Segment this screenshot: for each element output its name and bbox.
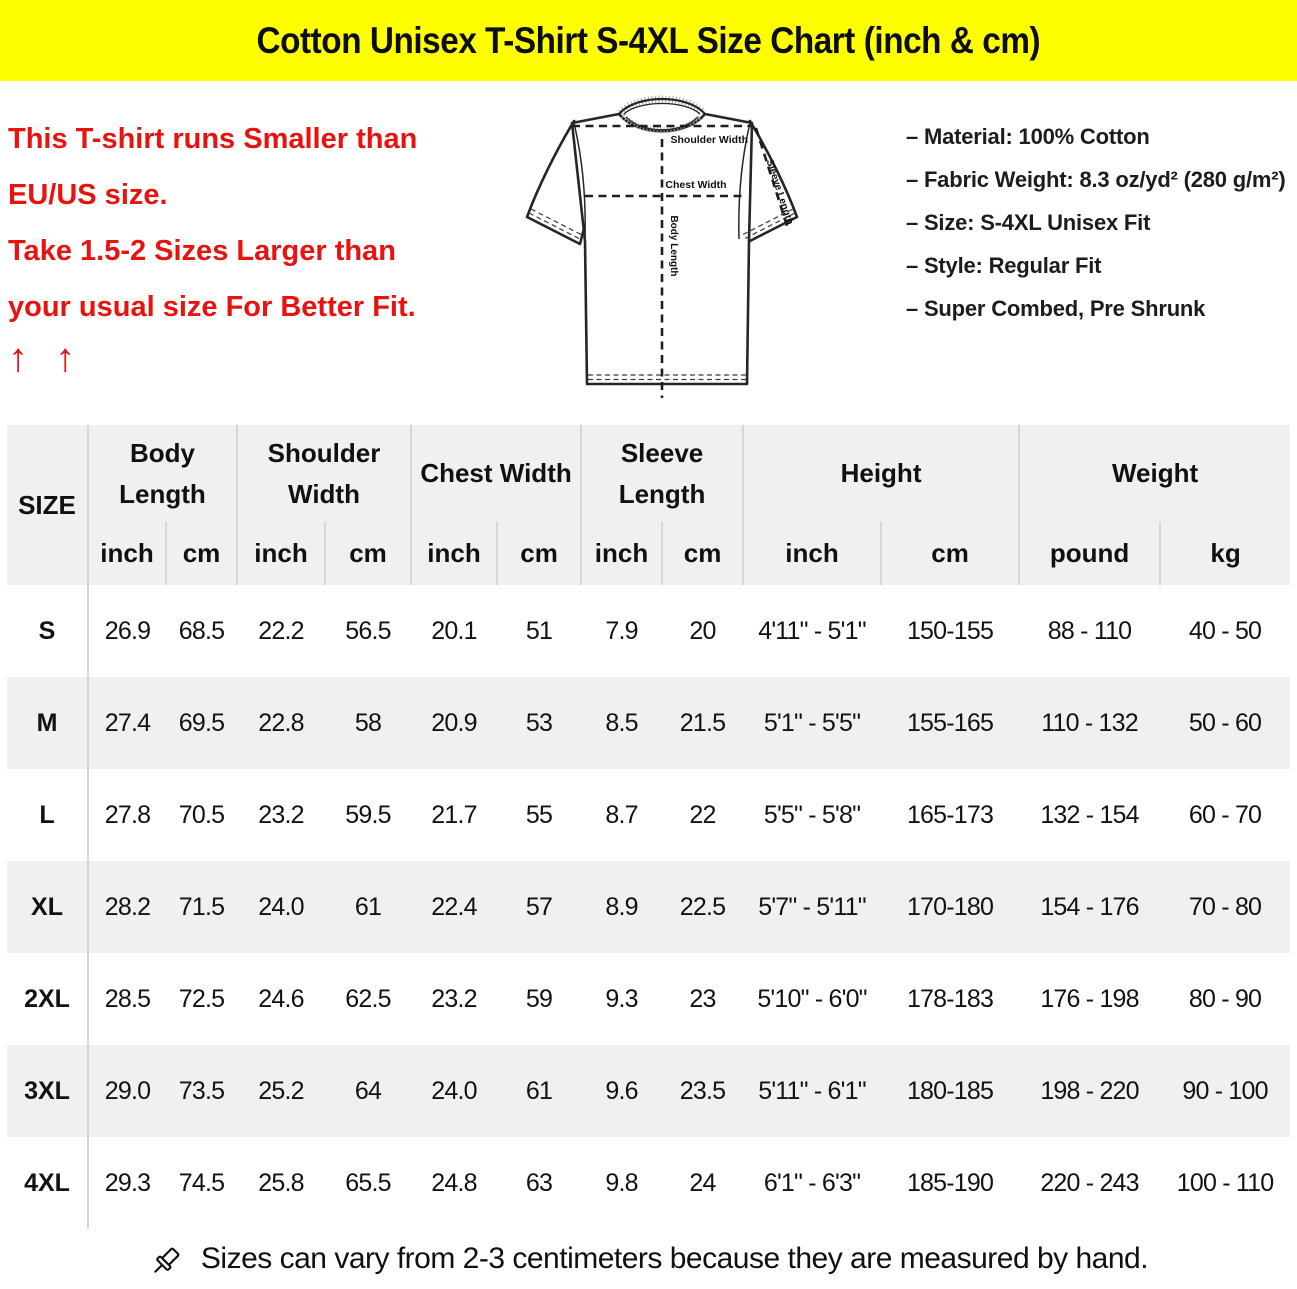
cell: 5'5" - 5'8" [763, 800, 861, 829]
cell: 220 - 243 [1040, 1168, 1139, 1197]
table-group-header-row [7, 425, 1290, 522]
size-cell: 2XL [7, 953, 88, 1045]
cell: 27.8 [104, 800, 151, 829]
fit-warning-line: This T-shirt runs Smaller than [8, 123, 418, 155]
cell: 90 - 100 [1160, 1045, 1290, 1137]
cell: 50 - 60 [1160, 677, 1290, 769]
cell: 24.0 [237, 861, 325, 953]
size-cell: S [7, 585, 88, 677]
cell: 178-183 [906, 984, 994, 1013]
cell: 4'11" - 5'1" [758, 616, 866, 645]
cell: 132 - 154 [1040, 800, 1139, 829]
cell: 8.5 [581, 677, 662, 769]
cell: 22.2 [258, 616, 304, 645]
cell: 70.5 [178, 800, 225, 829]
cell: 71.5 [166, 861, 237, 953]
table-row [7, 677, 1290, 769]
cell: 9.3 [605, 984, 638, 1013]
shoulder-width-label: Shoulder Width [670, 134, 748, 146]
cell: 70 - 80 [1160, 861, 1290, 953]
cell: 22.5 [662, 861, 743, 953]
spec-item-material: – Material: 100% Cotton [906, 124, 1150, 149]
cell: 22 [689, 800, 716, 829]
sleeve-length-label: Sleeve Length [763, 158, 796, 227]
top-section [0, 81, 1297, 425]
cell: 20 [689, 616, 716, 645]
cell: 68.5 [178, 616, 225, 645]
size-cell: 4XL [7, 1137, 88, 1229]
cell: 24.0 [411, 1045, 497, 1137]
body-length-label: Body Length [668, 215, 679, 277]
cell: 29.0 [88, 1045, 166, 1137]
table-row [7, 861, 1290, 953]
up-arrows-icon: ↑ ↑ [8, 336, 84, 380]
pushpin-icon [149, 1240, 187, 1278]
cell: 8.7 [605, 800, 638, 829]
cell: 185-190 [906, 1168, 994, 1197]
cell: 20.9 [411, 677, 497, 769]
product-specs [880, 81, 1289, 425]
fit-warning-line: Take 1.5-2 Sizes Larger than [8, 235, 396, 267]
cell: 22.8 [237, 677, 325, 769]
size-cell: M [7, 677, 88, 769]
cell: 55 [525, 800, 553, 829]
cell: 53 [497, 677, 581, 769]
cell: 20.1 [431, 616, 477, 645]
col-header-shoulder-width: Shoulder Width [237, 425, 411, 522]
cell: 6'1" - 6'3" [763, 1168, 861, 1197]
cell: 21.7 [431, 800, 477, 829]
cell: 110 - 132 [1019, 677, 1160, 769]
cell: 51 [525, 616, 553, 645]
cell: 25.2 [237, 1045, 325, 1137]
measurement-note [0, 1229, 1297, 1289]
cell: 165-173 [906, 800, 994, 829]
unit-header: inch [411, 522, 497, 585]
cell: 5'11" - 6'1" [743, 1045, 881, 1137]
title-banner [0, 0, 1297, 81]
cell: 29.3 [104, 1168, 151, 1197]
table-row [7, 1137, 1290, 1229]
cell: 100 - 110 [1176, 1168, 1274, 1197]
cell: 176 - 198 [1040, 984, 1139, 1013]
fit-warning-line: your usual size For Better Fit. [8, 291, 416, 323]
cell: 180-185 [881, 1045, 1019, 1137]
table-unit-header-row [7, 522, 1290, 585]
cell: 9.6 [581, 1045, 662, 1137]
cell: 21.5 [662, 677, 743, 769]
cell: 73.5 [166, 1045, 237, 1137]
cell: 63 [525, 1168, 553, 1197]
col-header-body-length: Body Length [88, 425, 237, 522]
cell: 58 [325, 677, 411, 769]
unit-header: pound [1019, 522, 1160, 585]
size-cell: XL [7, 861, 88, 953]
fit-warning [8, 81, 500, 425]
tshirt-measurement-diagram [500, 81, 880, 425]
cell: 69.5 [166, 677, 237, 769]
unit-header: cm [662, 522, 743, 585]
col-header-size: SIZE [7, 425, 88, 585]
cell: 24 [689, 1168, 716, 1197]
col-header-chest-width: Chest Width [411, 425, 581, 522]
cell: 155-165 [881, 677, 1019, 769]
measurement-note-text: Sizes can vary from 2-3 centimeters because they are measured by hand. [200, 1242, 1149, 1275]
cell: 23.2 [258, 800, 304, 829]
cell: 60 - 70 [1188, 800, 1262, 829]
cell: 28.2 [88, 861, 166, 953]
size-cell: 3XL [7, 1045, 88, 1137]
unit-header: cm [881, 522, 1019, 585]
cell: 25.8 [258, 1168, 304, 1197]
cell: 64 [325, 1045, 411, 1137]
cell: 170-180 [881, 861, 1019, 953]
unit-header: cm [325, 522, 411, 585]
cell: 150-155 [906, 616, 994, 645]
spec-item-size: – Size: S-4XL Unisex Fit [906, 210, 1151, 235]
cell: 5'1" - 5'5" [743, 677, 881, 769]
cell: 22.4 [411, 861, 497, 953]
table-row [7, 769, 1290, 861]
table-row [7, 953, 1290, 1045]
col-header-height: Height [743, 425, 1019, 522]
spec-item-combed: – Super Combed, Pre Shrunk [906, 296, 1206, 321]
table-row [7, 585, 1290, 677]
cell: 23 [689, 984, 716, 1013]
cell: 65.5 [345, 1168, 391, 1197]
spec-item-fabric-weight: – Fabric Weight: 8.3 oz/yd² (280 g/m²) [906, 167, 1286, 192]
cell: 5'10" - 6'0" [757, 984, 867, 1013]
cell: 80 - 90 [1188, 984, 1262, 1013]
unit-header: inch [743, 522, 881, 585]
cell: 28.5 [104, 984, 151, 1013]
unit-header: inch [237, 522, 325, 585]
cell: 5'7" - 5'11" [743, 861, 881, 953]
cell: 59 [525, 984, 553, 1013]
cell: 24.6 [258, 984, 304, 1013]
spec-item-style: – Style: Regular Fit [906, 253, 1102, 278]
cell: 40 - 50 [1188, 616, 1262, 645]
cell: 23.5 [662, 1045, 743, 1137]
cell: 74.5 [178, 1168, 225, 1197]
cell: 57 [497, 861, 581, 953]
cell: 72.5 [178, 984, 225, 1013]
tshirt-diagram-svg [500, 81, 880, 421]
cell: 61 [325, 861, 411, 953]
size-table [7, 425, 1290, 1229]
cell: 9.8 [605, 1168, 638, 1197]
cell: 27.4 [88, 677, 166, 769]
page-title: Cotton Unisex T-Shirt S-4XL Size Chart (inch & cm) [256, 19, 1041, 61]
cell: 59.5 [345, 800, 391, 829]
cell: 24.8 [431, 1168, 477, 1197]
unit-header: kg [1160, 522, 1290, 585]
col-header-sleeve-length: Sleeve Length [581, 425, 743, 522]
cell: 62.5 [345, 984, 391, 1013]
size-cell: L [7, 769, 88, 861]
unit-header: cm [497, 522, 581, 585]
table-row [7, 1045, 1290, 1137]
cell: 7.9 [605, 616, 638, 645]
unit-header: cm [166, 522, 237, 585]
cell: 8.9 [581, 861, 662, 953]
cell: 154 - 176 [1019, 861, 1160, 953]
cell: 61 [497, 1045, 581, 1137]
cell: 26.9 [104, 616, 151, 645]
cell: 56.5 [345, 616, 391, 645]
unit-header: inch [88, 522, 166, 585]
cell: 23.2 [431, 984, 477, 1013]
unit-header: inch [581, 522, 662, 585]
cell: 88 - 110 [1047, 616, 1132, 645]
cell: 198 - 220 [1019, 1045, 1160, 1137]
col-header-weight: Weight [1019, 425, 1290, 522]
chest-width-label: Chest Width [665, 179, 727, 191]
fit-warning-line: EU/US size. [8, 179, 168, 211]
